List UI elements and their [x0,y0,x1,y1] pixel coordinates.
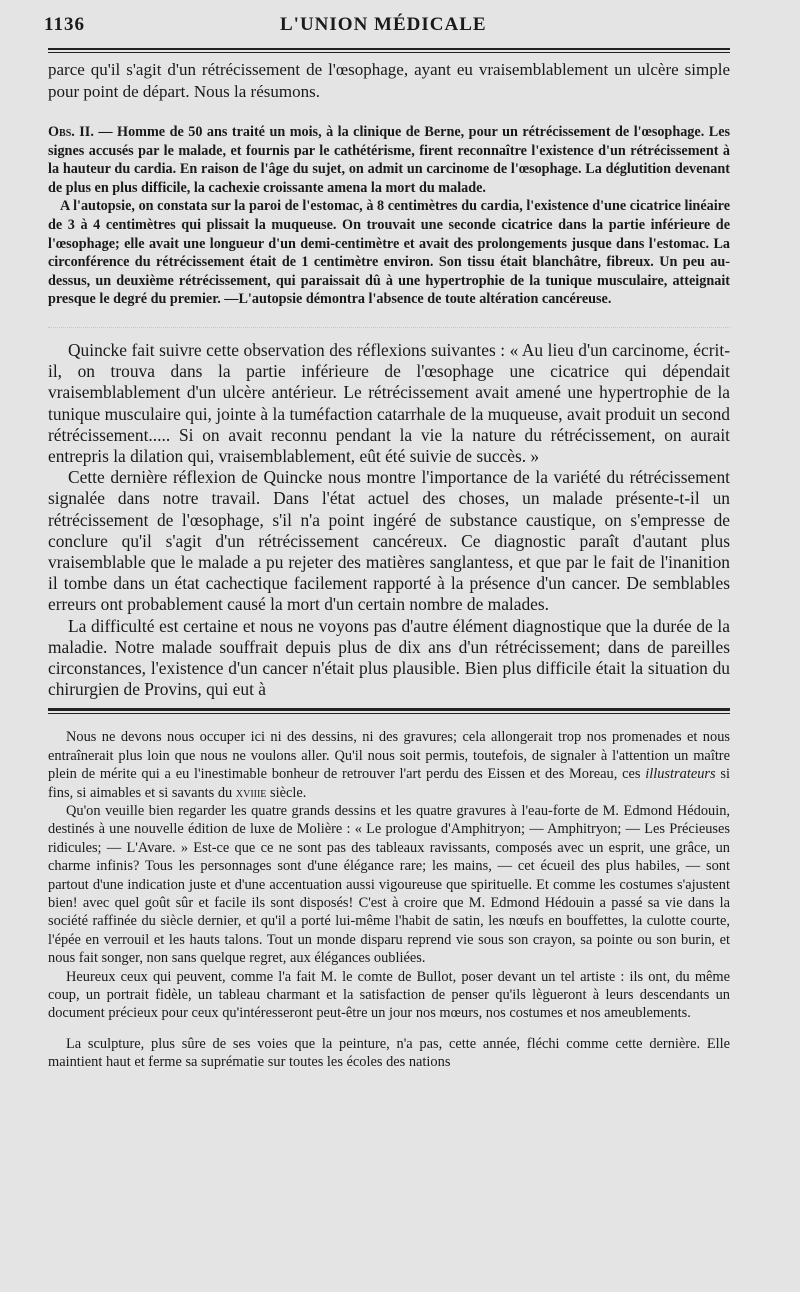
observation-text: — Homme de 50 ans traité un mois, à la clinique de Berne, pour un rétrécissement de l'œsophage. Les signes accusés par le malade, et fournis par le cathétérisme, firent reconnaître l'existence d'un rétrécissement à la hauteur du cardia. En raison de l'âge du sujet, on admit un carcinome de l'œsophage. La déglutition devenant de plus en plus difficile, la cachexie croissante amena la mort du malade. [48,124,731,196]
feuilleton-paragraph: La sculpture, plus sûre de ses voies que la peinture, n'a pas, cette année, fléchi comme cette dernière. Elle maintient haut et ferme sa suprématie sur toutes les écoles des nations [48,1035,730,1071]
autopsy-paragraph: A l'autopsie, on constata sur la paroi de l'estomac, à 8 centimètres du cardia, l'existence d'une cicatrice linéaire de 3 à 4 centimètres qui plissait la muqueuse. On trouvait une seconde cicatrice dans la partie inférieure de l'œsophage; elle avait une longueur d'un demi-centimètre et avait des prolongements jusque dans l'estomac. La circonférence du rétrécissement était de 1 centimètre environ. Son tissu était blanchâtre, fibreux. Un peu au-dessus, un deuxième rétrécissement, qui paraissait dû à une hypertrophie de la tunique musculaire, atteignait presque le degré du premier. —L'autopsie démontra l'absence de toute altération cancéreuse. [48,198,730,308]
feuilleton-paragraph: Heureux ceux qui peuvent, comme l'a fait M. le comte de Bullot, poser devant un tel artiste : ils ont, du même coup, un portrait fidèle, un tableau charmant et la satisfaction de penser qu'ils lègueront à leurs descendants un document précieux pour ceux qu'intéresseront peut-être un jour nos mœurs, nos costumes et nos ameublements. [48,968,730,1022]
body-paragraph: Cette dernière réflexion de Quincke nous montre l'importance de la variété du rétrécissement signalée dans notre travail. Dans l'état actuel des choses, un malade présente-t-il un rétrécissement de l'œsophage, s'il n'a point ingéré de substance caustique, on s'empresse de conclure qu'il s'agit d'un rétrécissement cancéreux. Ce diagnostic paraît d'autant plus vraisemblable que le malade a pu rejeter des matières sanglantess, et que par le fait de l'inanition il tombe dans un état cachectique facilement rapporté à la présence d'un cancer. De semblables erreurs ont probablement causé la mort d'un certain nombre de malades. [48,467,730,615]
body-paragraph: La difficulté est certaine et nous ne voyons pas d'autre élément diagnostique que la durée de la maladie. Notre malade souffrait depuis plus de dix ans d'un rétrécissement; dans de pareilles circonstances, l'existence d'un cancer n'était plus plausible. Bien plus difficile était la situation du chirurgien de Provins, qui eut à [48,615,730,700]
intro-paragraph: parce qu'il s'agit d'un rétrécissement de l'œsophage, ayant eu vraisemblablement un ulcère simple pour point de départ. Nous la résumons. [48,60,730,101]
section-gap [48,327,730,328]
feuilleton-rule [48,708,730,714]
journal-title: L'UNION MÉDICALE [280,14,487,35]
feuilleton-paragraph: Qu'on veuille bien regarder les quatre grands dessins et les quatre gravures à l'eau-forte de M. Edmond Hédouin, destinés à une nouvelle édition de luxe de Molière : « Le prologue d'Amphitryon; — Amphitryon; — Les Précieuses ridicules; — L'Avare. » Est-ce que ce ne sont pas des tableaux ravissants, composés avec un esprit, une grâce, un charme infinis? Tous les personnages sont d'une élégance rare; les mains, — cet écueil des plus habiles, — sont partout d'une indication juste et d'une accentuation aussi vigoureuse que spirituelle. Et comme les costumes s'ajustent bien! avec quel goût sûr et facile ils sont disposés! C'est à croire que M. Edmond Hédouin a passé sa vie dans la société raffinée du siècle dernier, et qu'il a porté lui-même l'habit de satin, les nœufs en bouffettes, la culotte courte, l'épée en verrouil et les hauts talons. Tout un monde disparu reprend vie sous son crayon, sa pointe ou son burin, et nous fait songer, non sans quelque regret, aux élégances oubliées. [48,803,730,967]
main-text [48,340,730,700]
page-number: 1136 [44,14,85,35]
observation-block [48,123,730,309]
century-numeral: xviiie [235,784,267,801]
feuilleton-section [48,728,730,1071]
header-rule [48,48,730,53]
body-paragraph: Quincke fait suivre cette observation des réflexions suivantes : « Au lieu d'un carcinome, écrit-il, on trouva dans la partie inférieure de l'œsophage une cicatrice qui dépendait vraisemblablement d'un ulcère antérieur. Le rétrécissement avait amené une hypertrophie de la tunique musculaire qui, jointe à la tuméfaction catarrhale de la muqueuse, avait produit un second rétrécissement..... Si on avait reconnu pendant la vie la nature du rétrécissement, on aurait entrepris la dilation qui, vraisemblablement, eût été suivie de succès. » [48,339,730,466]
observation-paragraph [48,123,730,197]
observation-label: Obs. II. [48,124,94,140]
feuilleton-text: siècle. [270,784,307,801]
running-head [44,14,730,44]
feuilleton-paragraph [48,728,730,802]
feuilleton-text: Nous ne devons nous occuper ici ni des dessins, ni des gravures; cela allongerait trop nos promenades et nous entraînerait plus loin que nous ne voulons aller. Qu'il nous soit permis, toutefois, de signaler à l'attention un maître plein de mérite qui a eu l'inestimable bonheur de retrouver l'art perdu des Eissen et des Moreau, ces [48,729,730,783]
feuilleton-emphasis: illustrateurs [645,766,716,783]
feuilleton-text: si fins, si aimables et si savants du [48,766,730,801]
